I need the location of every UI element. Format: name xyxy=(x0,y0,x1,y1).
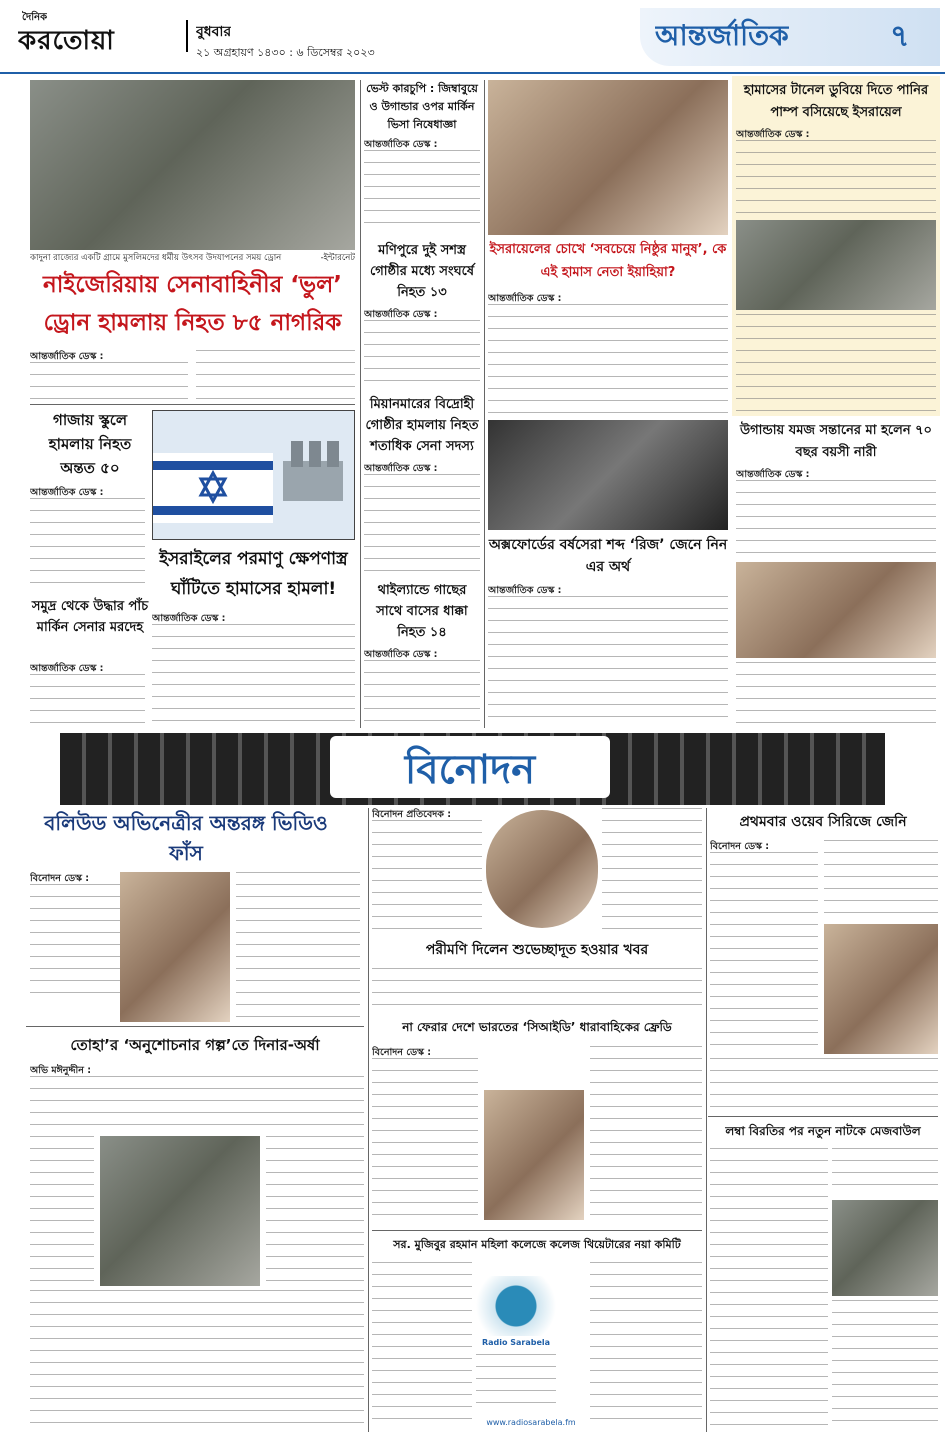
pori-moni-photo xyxy=(486,810,598,928)
uganda-body-2 xyxy=(736,662,936,728)
pori-body-col2 xyxy=(602,808,702,932)
manipur-dateline: আন্তর্জাতিক ডেস্ক : xyxy=(364,309,438,320)
oxford-dictionary-photo xyxy=(488,420,728,530)
uganda-mother-photo xyxy=(736,562,936,658)
oxford-headline: অক্সফোর্ডের বর্ষসেরা শব্দ ‘রিজ’ জেনে নিন এর অর্থ xyxy=(488,537,728,575)
manipur-body xyxy=(364,320,480,390)
sanctions-headline: ভেস্ট কারচুপি : জিম্বাবুয়ে ও উগান্ডার ওপর মার্কিন ভিসা নিষেধাজ্ঞা xyxy=(366,82,478,131)
uganda-body xyxy=(736,480,936,558)
pori-body-2 xyxy=(372,968,702,1008)
nigeria-headline: নাইজেরিয়ায় সেনাবাহিনীর ‘ভুল’ ড্রোন হামলায় নিহত ৮৫ নাগরিক xyxy=(43,272,342,336)
bollywood-body-col2 xyxy=(236,872,360,1022)
toha-body xyxy=(30,1076,364,1132)
radio-url: www.radiosarabela.fm xyxy=(486,1418,576,1427)
jenny-body-col2 xyxy=(824,840,938,920)
header-rule xyxy=(0,72,945,74)
tunnel-photo xyxy=(736,220,936,310)
israel-missile-headline: ইসরাইলের পরমাণু ক্ষেপণাস্ত্র ঘাঁটিতে হামাসের হামলা! xyxy=(159,549,348,599)
mezbaul-photo xyxy=(832,1200,938,1296)
myanmar-body xyxy=(364,474,480,574)
cid-body-col1 xyxy=(372,1058,478,1226)
sinwar-photo xyxy=(488,80,728,235)
uganda-dateline: আন্তর্জাতিক ডেস্ক : xyxy=(736,469,810,480)
toha-dateline: অভি মঈনুদ্দীন : xyxy=(30,1065,92,1076)
column-rule xyxy=(368,808,369,1432)
sea-rescue-body xyxy=(30,674,145,730)
header-divider xyxy=(186,20,188,52)
divider xyxy=(26,1026,364,1027)
theatre-headline: সর. মুজিবুর রহমান মহিলা কলেজে কলেজ থিয়েটারের নয়া কমিটি xyxy=(393,1238,681,1251)
column-rule xyxy=(360,80,361,728)
mezbaul-headline: লম্বা বিরতির পর নতুন নাটকে মেজবাউল xyxy=(725,1124,921,1138)
jenny-headline: প্রথমবার ওয়েব সিরিজে জেনি xyxy=(739,814,907,830)
divider xyxy=(372,1230,702,1231)
oxford-body xyxy=(488,596,728,728)
jenny-photo xyxy=(824,924,938,1054)
jenny-dateline: বিনোদন ডেস্ক : xyxy=(710,841,770,852)
tunnel-dateline: আন্তর্জাতিক ডেস্ক : xyxy=(736,129,810,140)
sinwar-dateline: আন্তর্জাতিক ডেস্ক : xyxy=(488,293,562,304)
bollywood-body-col1 xyxy=(30,884,130,1004)
toha-body-col2 xyxy=(266,1136,364,1286)
cid-dateline: বিনোদন ডেস্ক : xyxy=(372,1047,432,1058)
brand-logo: করতোয়া xyxy=(18,26,115,56)
myanmar-headline: মিয়ানমারের বিদ্রোহী গোষ্ঠীর হামলায় নিহত শতাধিক সেনা সদস্য xyxy=(365,397,479,454)
bollywood-dateline: বিনোদন ডেস্ক : xyxy=(30,873,90,884)
myanmar-dateline: আন্তর্জাতিক ডেস্ক : xyxy=(364,463,438,474)
bollywood-headline: বলিউড অভিনেত্রীর অন্তরঙ্গ ভিডিও ফাঁস xyxy=(44,811,328,865)
israel-flag-photo xyxy=(152,410,355,540)
tunnel-body xyxy=(736,140,936,216)
thailand-headline: থাইল্যান্ডে গাছের সাথে বাসের ধাক্কা নিহত ১৪ xyxy=(376,583,468,640)
weekday: বুধবার xyxy=(196,24,232,40)
freddy-photo xyxy=(484,1090,584,1220)
sinwar-body xyxy=(488,304,728,416)
nigeria-dateline: আন্তর্জাতিক ডেস্ক : xyxy=(30,351,104,362)
actress-photo xyxy=(120,872,230,1022)
sanctions-dateline: আন্তর্জাতিক ডেস্ক : xyxy=(364,139,438,150)
gaza-school-headline: গাজায় স্কুলে হামলায় নিহত অন্তত ৫০ xyxy=(48,411,132,477)
page-number: ৭ xyxy=(890,19,910,54)
israel-missile-dateline: আন্তর্জাতিক ডেস্ক : xyxy=(152,613,226,624)
toha-body-col1 xyxy=(30,1136,94,1286)
manipur-headline: মণিপুরে দুই সশস্ত্র গোষ্ঠীর মধ্যে সংঘর্ষে নিহত ১৩ xyxy=(369,243,475,300)
brand-prefix: দৈনিক xyxy=(22,12,48,23)
radio-name: Radio Sarabela xyxy=(481,1338,551,1347)
toha-body-3 xyxy=(30,1290,364,1430)
pori-body-col1 xyxy=(372,820,482,932)
sinwar-headline: ইসরায়েলের চোখে ‘সবচেয়ে নিষ্ঠুর মানুষ’, কে এই হামাস নেতা ইয়াহিয়া? xyxy=(489,242,727,280)
theatre-body-col1 xyxy=(372,1262,472,1430)
jenny-body-2 xyxy=(710,1058,938,1112)
mezbaul-body-col2 xyxy=(832,1148,938,1196)
pori-headline: পরীমণি দিলেন শুভেচ্ছাদূত হওয়ার খবর xyxy=(425,942,649,958)
theatre-body-col2 xyxy=(590,1262,702,1430)
cid-body-col2 xyxy=(590,1046,702,1226)
entertainment-title: বিনোদন xyxy=(404,747,536,793)
gaza-school-dateline: আন্তর্জাতিক ডেস্ক : xyxy=(30,487,104,498)
sea-rescue-dateline: আন্তর্জাতিক ডেস্ক : xyxy=(30,663,104,674)
uganda-headline: উগান্ডায় যমজ সন্তানের মা হলেন ৭০ বছর বয়সী নারী xyxy=(739,423,933,460)
toha-cast-photo xyxy=(100,1136,260,1286)
nigeria-body-col2 xyxy=(196,350,355,400)
nigeria-caption: কাদুনা রাজ্যের একটি গ্রামে মুসলিমদের ধর্মীয় উৎসব উদযাপনের সময় ড্রোন xyxy=(30,253,282,263)
pori-dateline: বিনোদন প্রতিবেদক : xyxy=(372,809,452,820)
radio-schedule xyxy=(476,1354,556,1414)
sea-rescue-headline: সমুদ্র থেকে উদ্ধার পাঁচ মার্কিন সেনার মরদেহ xyxy=(31,599,149,635)
jenny-body-col1 xyxy=(710,852,818,1052)
section-title: আন্তর্জাতিক xyxy=(655,19,789,52)
tunnel-headline: হামাসের টানেল ডুবিয়ে দিতে পানির পাম্প বসিয়েছে ইসরায়েল xyxy=(743,83,929,120)
gaza-school-body xyxy=(30,498,145,592)
column-rule xyxy=(484,80,485,728)
israel-missile-body xyxy=(152,624,355,730)
nigeria-credit: -ইন্টারনেট xyxy=(320,253,355,263)
nigeria-body-col1 xyxy=(30,362,188,400)
thailand-body xyxy=(364,660,480,728)
issue-date: ২১ অগ্রহায়ণ ১৪৩০ : ৬ ডিসেম্বর ২০২৩ xyxy=(196,46,375,59)
nigeria-photo xyxy=(30,80,355,250)
mezbaul-body-col1 xyxy=(710,1148,828,1430)
thailand-dateline: আন্তর্জাতিক ডেস্ক : xyxy=(364,649,438,660)
column-rule xyxy=(706,808,707,1432)
divider xyxy=(30,404,355,405)
oxford-dateline: আন্তর্জাতিক ডেস্ক : xyxy=(488,585,562,596)
sanctions-body xyxy=(364,150,480,234)
toha-headline: তোহা’র ‘অনুশোচনার গল্প’তে দিনার-অর্ষা xyxy=(70,1036,320,1054)
tunnel-body-2 xyxy=(736,314,936,412)
mezbaul-body-col3 xyxy=(832,1300,938,1430)
radio-logo xyxy=(476,1276,556,1336)
cid-headline: না ফেরার দেশে ভারতের ‘সিআইডি’ ধারাবাহিকের ফ্রেডি xyxy=(402,1020,672,1034)
divider xyxy=(708,1116,938,1117)
